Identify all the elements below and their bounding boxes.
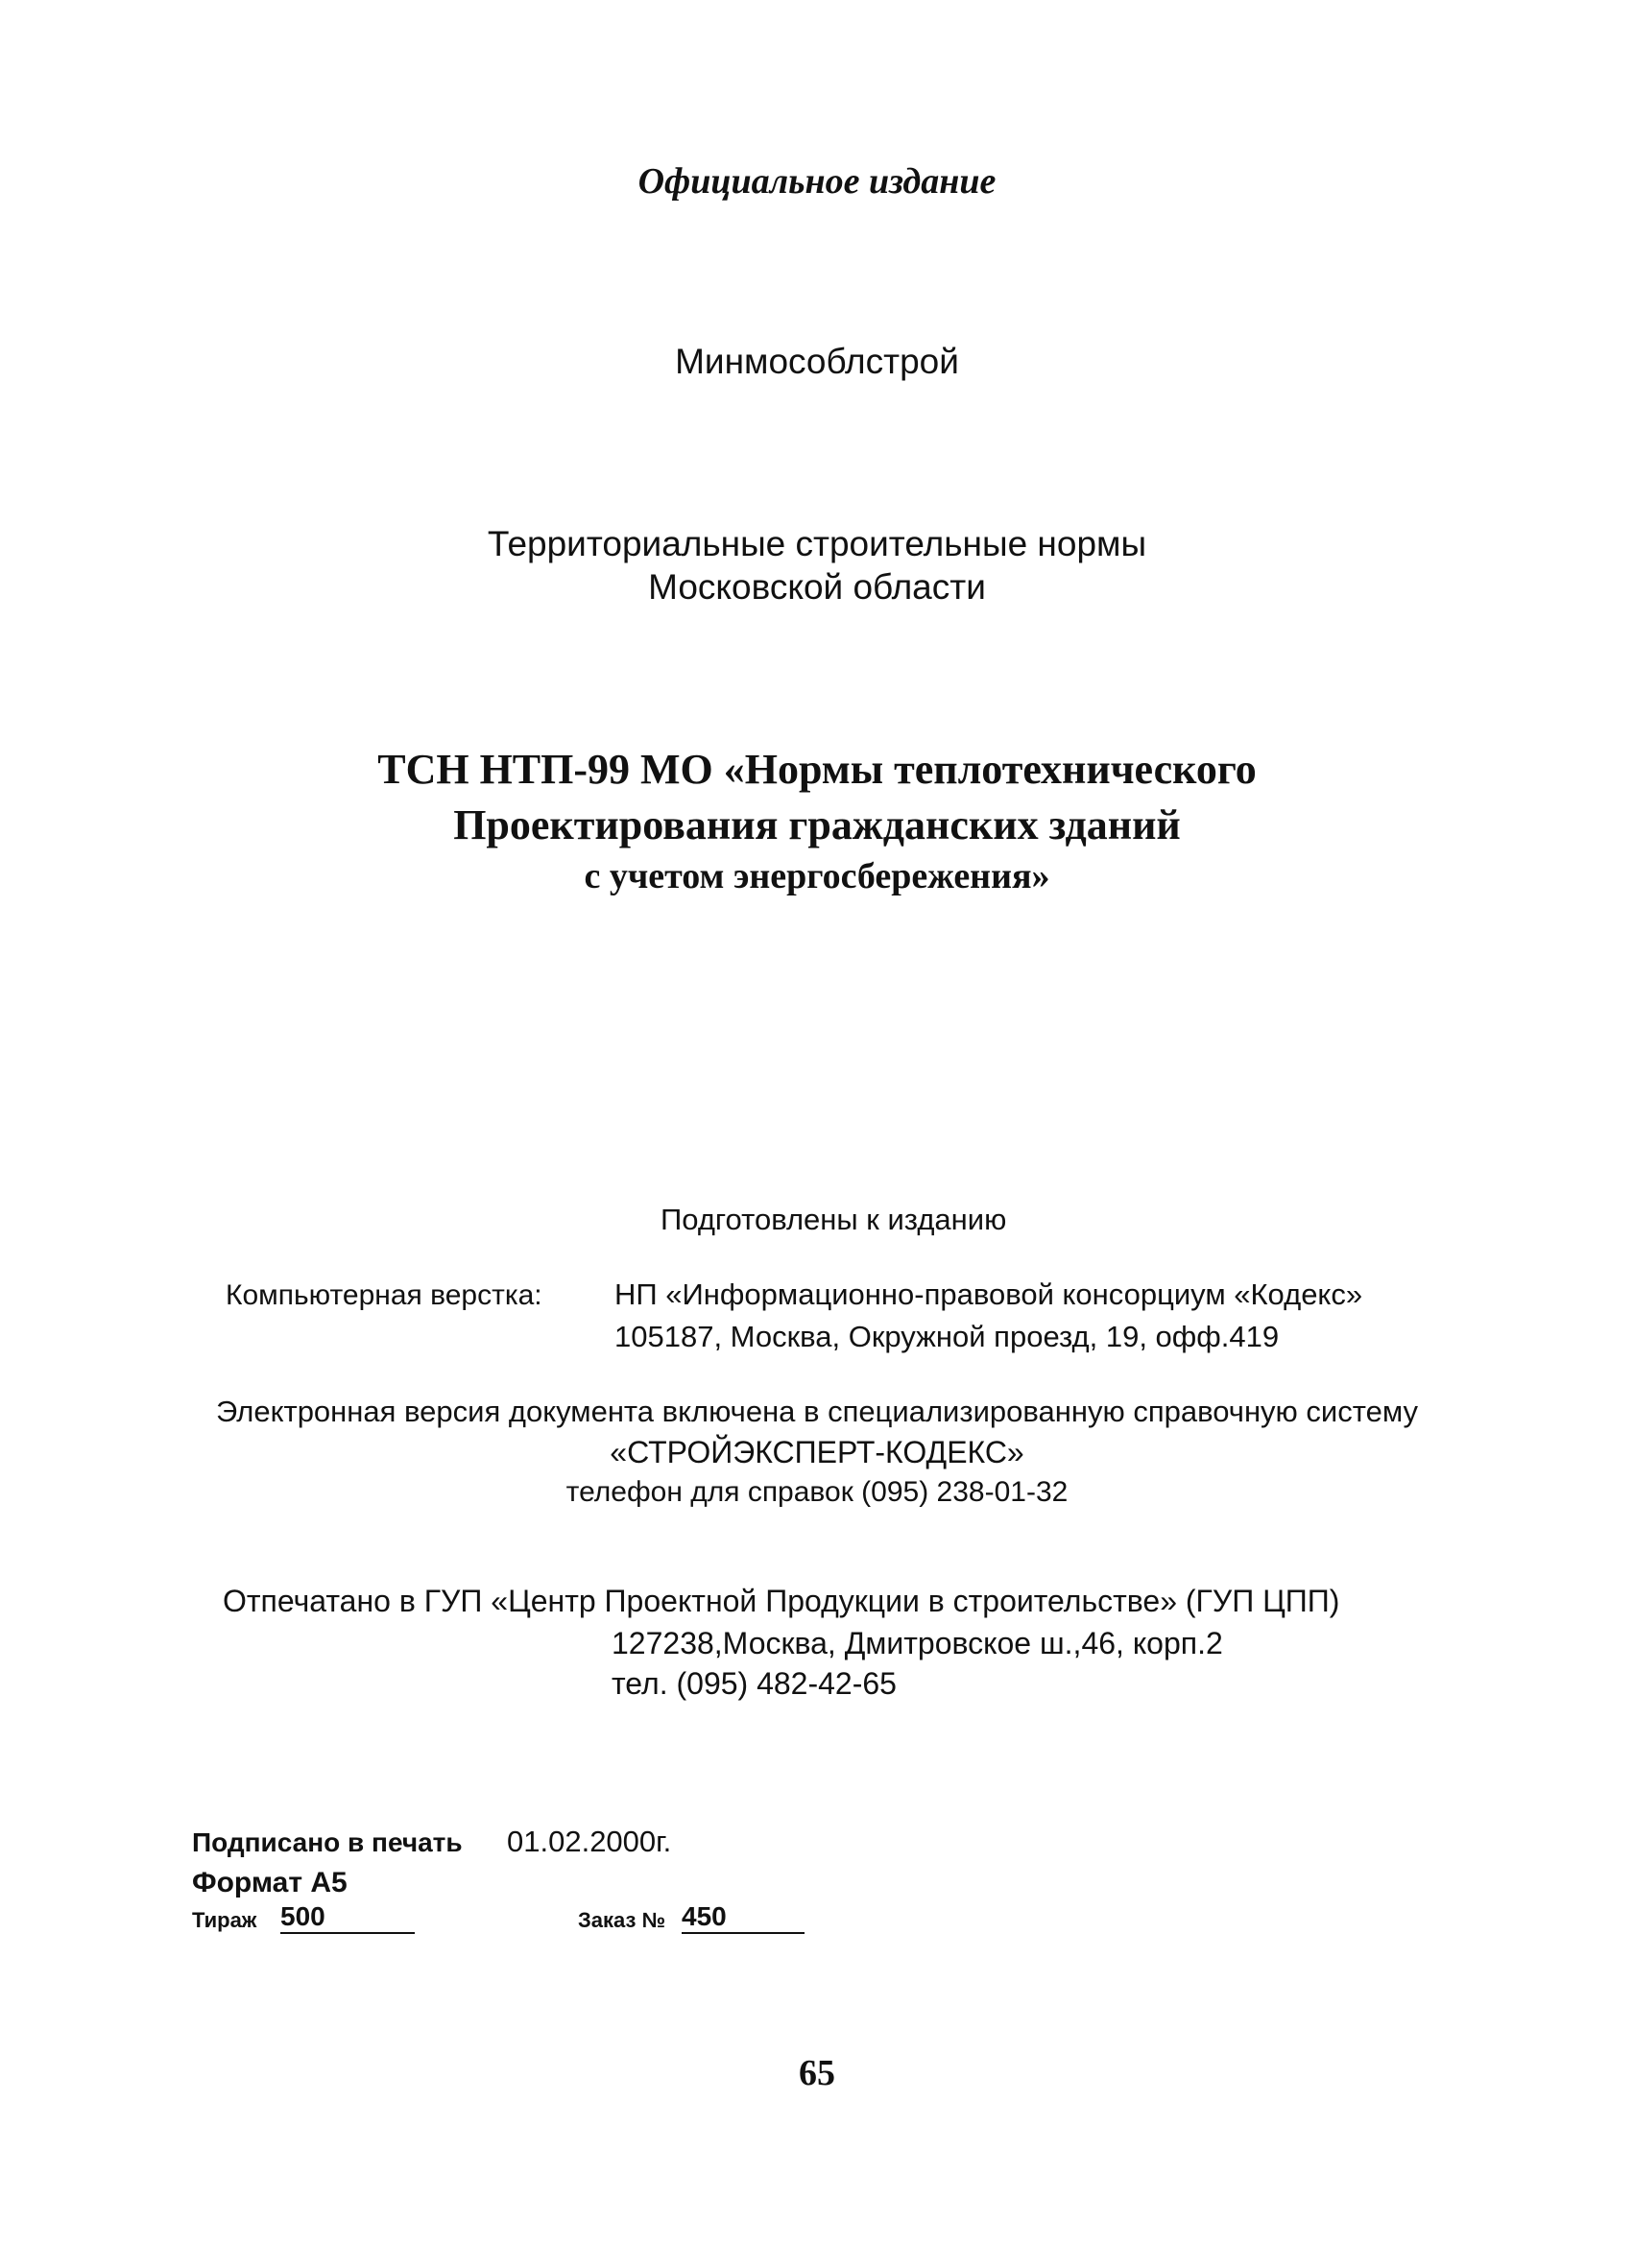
print-run-value: 500: [280, 1903, 415, 1934]
signed-for-print-date: 01.02.2000г.: [507, 1825, 672, 1858]
document-title-line-2: Проектирования гражданских зданий: [453, 801, 1181, 848]
reference-system-name: «СТРОЙЭКСПЕРТ-КОДЕКС»: [610, 1435, 1024, 1469]
computer-layout-label: Компьютерная верстка:: [226, 1279, 542, 1311]
order-number-value: 450: [682, 1903, 805, 1934]
norms-heading-line-1: Территориальные строительные нормы: [487, 524, 1147, 563]
page-number: 65: [799, 2053, 835, 2093]
printing-house-address: 127238,Москва, Дмитровское ш.,46, корп.2: [612, 1626, 1223, 1660]
electronic-version-note: Электронная версия документа включена в специализированную справочную систему: [216, 1395, 1418, 1428]
document-title-line-3: с учетом энергосбережения»: [584, 856, 1050, 896]
ministry-name: Минмособлстрой: [675, 342, 959, 381]
printing-house-phone: тел. (095) 482-42-65: [612, 1666, 897, 1701]
document-title-line-1: ТСН НТП-99 МО «Нормы теплотехнического: [377, 746, 1257, 793]
official-edition-label: Официальное издание: [637, 161, 997, 202]
norms-heading-line-2: Московской области: [648, 567, 986, 607]
computer-layout-organization: НП «Информационно-правовой консорциум «Кодекс»: [614, 1277, 1363, 1311]
paper-format: Формат А5: [192, 1867, 348, 1898]
reference-phone: телефон для справок (095) 238-01-32: [565, 1476, 1069, 1508]
prepared-for-publication: Подготовлены к изданию: [661, 1203, 1007, 1236]
signed-for-print-label: Подписано в печать: [192, 1827, 463, 1857]
print-run-label: Тираж: [192, 1908, 257, 1932]
printing-house: Отпечатано в ГУП «Центр Проектной Продукции в строительстве» (ГУП ЦПП): [223, 1584, 1340, 1618]
order-number-label: Заказ №: [578, 1908, 666, 1932]
computer-layout-address: 105187, Москва, Окружной проезд, 19, офф.419: [614, 1320, 1280, 1353]
